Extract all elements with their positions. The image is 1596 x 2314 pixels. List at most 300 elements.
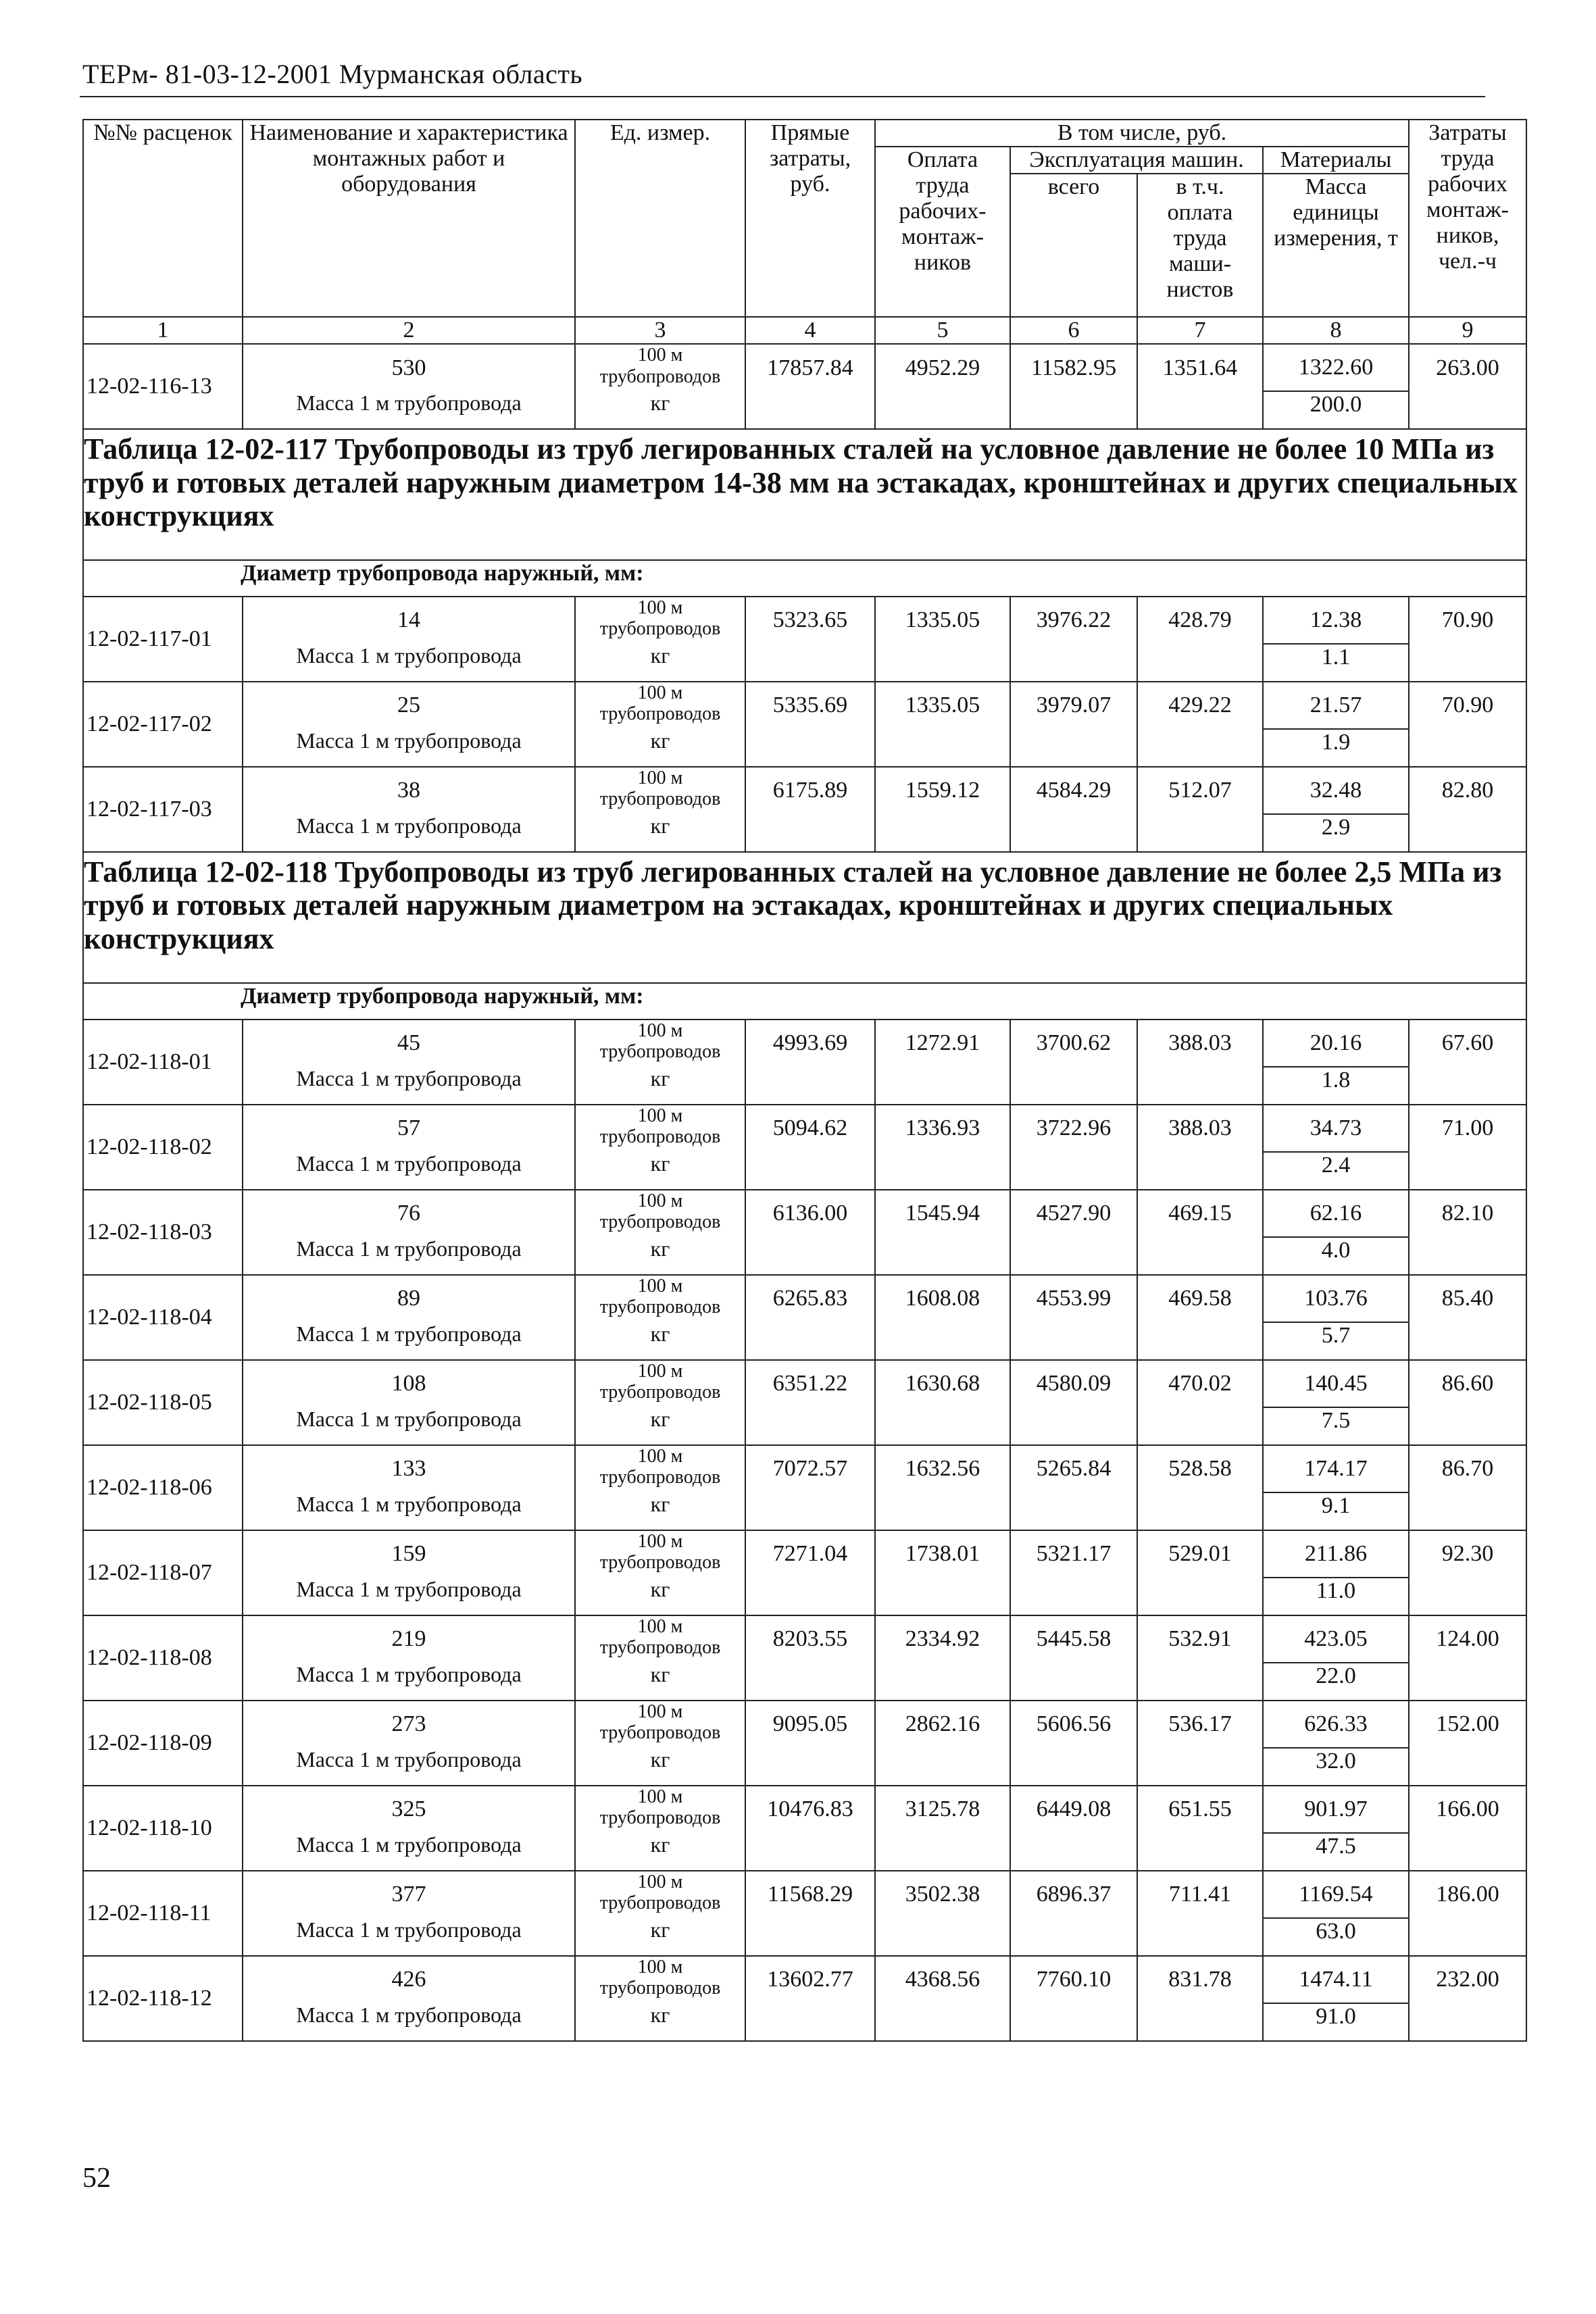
empty-cell	[745, 1578, 875, 1615]
machines-total: 4527.90	[1010, 1190, 1137, 1237]
direct-costs: 9095.05	[745, 1701, 875, 1748]
empty-cell	[745, 1918, 875, 1956]
unit-label: 100 м трубопроводов	[575, 1871, 745, 1918]
empty-cell	[1409, 644, 1526, 682]
direct-costs: 10476.83	[745, 1786, 875, 1833]
mass-unit: кг	[575, 1407, 745, 1445]
empty-cell	[1409, 1407, 1526, 1445]
direct-costs: 6351.22	[745, 1360, 875, 1407]
mass-unit: кг	[575, 1578, 745, 1615]
diameter-value: 325	[243, 1786, 575, 1833]
mass-unit: кг	[575, 1067, 745, 1105]
mass-label: Масса 1 м трубопровода	[243, 1407, 575, 1445]
rate-row	[83, 1020, 1526, 1067]
empty-cell	[1137, 814, 1263, 852]
labor-pay: 1630.68	[875, 1360, 1010, 1407]
labor-hours: 82.10	[1409, 1190, 1526, 1237]
empty-cell	[1409, 2003, 1526, 2041]
header-rule	[80, 96, 1485, 97]
rate-row	[83, 682, 1526, 729]
empty-cell	[1409, 1067, 1526, 1105]
materials: 1169.54	[1263, 1871, 1409, 1918]
mass-value: 1.8	[1263, 1067, 1409, 1105]
empty-cell	[875, 1322, 1010, 1360]
machines-total: 5445.58	[1010, 1615, 1137, 1663]
direct-costs: 5094.62	[745, 1105, 875, 1152]
col-num: 4	[745, 317, 875, 344]
empty-cell	[875, 1407, 1010, 1445]
rate-code: 12-02-118-04	[83, 1275, 243, 1360]
document-header: ТЕРм- 81-03-12-2001 Мурманская область	[82, 59, 583, 89]
rate-code: 12-02-116-13	[83, 344, 243, 429]
empty-cell	[1409, 1578, 1526, 1615]
materials: 21.57	[1263, 682, 1409, 729]
labor-hours: 263.00	[1409, 344, 1526, 391]
mass-value: 2.9	[1263, 814, 1409, 852]
empty-cell	[1409, 1918, 1526, 1956]
rate-row	[83, 1275, 1526, 1322]
machines-total: 5265.84	[1010, 1445, 1137, 1492]
empty-cell	[1010, 1578, 1137, 1615]
mass-value: 5.7	[1263, 1322, 1409, 1360]
labor-hours: 86.70	[1409, 1445, 1526, 1492]
empty-cell	[745, 1833, 875, 1871]
column-numbers-row	[83, 317, 1526, 344]
empty-cell	[1010, 1067, 1137, 1105]
mass-label: Масса 1 м трубопровода	[243, 1748, 575, 1786]
rate-code: 12-02-117-02	[83, 682, 243, 767]
machines-labor: 512.07	[1137, 767, 1263, 814]
mass-value: 32.0	[1263, 1748, 1409, 1786]
labor-pay: 1272.91	[875, 1020, 1010, 1067]
machines-labor: 651.55	[1137, 1786, 1263, 1833]
materials: 1474.11	[1263, 1956, 1409, 2003]
empty-cell	[1137, 644, 1263, 682]
unit-label: 100 м трубопроводов	[575, 1956, 745, 2003]
rate-row	[83, 1360, 1526, 1407]
machines-total: 3722.96	[1010, 1105, 1137, 1152]
empty-cell	[1137, 729, 1263, 767]
mass-value: 4.0	[1263, 1237, 1409, 1275]
diameter-label-row	[83, 983, 1526, 1020]
direct-costs: 6265.83	[745, 1275, 875, 1322]
machines-labor: 469.58	[1137, 1275, 1263, 1322]
machines-total: 7760.10	[1010, 1956, 1137, 2003]
col-unit-header: Ед. измер.	[575, 120, 745, 317]
direct-costs: 5335.69	[745, 682, 875, 729]
mass-label: Масса 1 м трубопровода	[243, 1833, 575, 1871]
machines-labor: 831.78	[1137, 1956, 1263, 2003]
empty-cell	[745, 729, 875, 767]
materials: 901.97	[1263, 1786, 1409, 1833]
col-machines-total-header: всего	[1010, 174, 1137, 317]
unit-label: 100 м трубопроводов	[575, 682, 745, 729]
unit-label: 100 м трубопроводов	[575, 1360, 745, 1407]
empty-cell	[875, 391, 1010, 429]
machines-labor: 469.15	[1137, 1190, 1263, 1237]
direct-costs: 17857.84	[745, 344, 875, 391]
unit-label: 100 м трубопроводов	[575, 1105, 745, 1152]
rate-row	[83, 1445, 1526, 1492]
empty-cell	[1010, 1918, 1137, 1956]
mass-row	[83, 729, 1526, 767]
empty-cell	[875, 729, 1010, 767]
mass-value: 11.0	[1263, 1578, 1409, 1615]
col-name-header: Наименование и характеристика монтажных работ и оборудования	[243, 120, 575, 317]
unit-label: 100 м трубопроводов	[575, 1786, 745, 1833]
col-direct-header: Прямые затраты, руб.	[745, 120, 875, 317]
table-118-title: Таблица 12-02-118 Трубопроводы из труб легированных сталей на условное давление не более 2,5 МПа из труб и готовых деталей наружным диаметром на эстакадах, кронштейнах и других специальных конструкциях	[83, 852, 1526, 983]
machines-labor: 388.03	[1137, 1020, 1263, 1067]
rate-code: 12-02-118-09	[83, 1701, 243, 1786]
labor-hours: 85.40	[1409, 1275, 1526, 1322]
unit-label: 100 м трубопроводов	[575, 767, 745, 814]
mass-value: 47.5	[1263, 1833, 1409, 1871]
unit-label: 100 м трубопроводов	[575, 1020, 745, 1067]
unit-label: 100 м трубопроводов	[575, 1530, 745, 1578]
mass-row	[83, 2003, 1526, 2041]
empty-cell	[1010, 1833, 1137, 1871]
unit-label: 100 м трубопроводов	[575, 1445, 745, 1492]
machines-labor: 428.79	[1137, 597, 1263, 644]
col-num: 6	[1010, 317, 1137, 344]
labor-hours: 86.60	[1409, 1360, 1526, 1407]
machines-total: 5321.17	[1010, 1530, 1137, 1578]
mass-row	[83, 1237, 1526, 1275]
materials: 626.33	[1263, 1701, 1409, 1748]
empty-cell	[745, 1322, 875, 1360]
mass-row	[83, 1322, 1526, 1360]
empty-cell	[745, 1748, 875, 1786]
mass-value: 2.4	[1263, 1152, 1409, 1190]
empty-cell	[1137, 1918, 1263, 1956]
col-mass-unit-header: Масса единицы измерения, т	[1263, 174, 1409, 317]
labor-hours: 92.30	[1409, 1530, 1526, 1578]
header-row-1	[83, 120, 1526, 147]
mass-unit: кг	[575, 1322, 745, 1360]
labor-hours: 71.00	[1409, 1105, 1526, 1152]
mass-unit: кг	[575, 2003, 745, 2041]
mass-row	[83, 1918, 1526, 1956]
rate-code: 12-02-118-12	[83, 1956, 243, 2041]
direct-costs: 4993.69	[745, 1020, 875, 1067]
rate-code: 12-02-117-01	[83, 597, 243, 682]
labor-pay: 2862.16	[875, 1701, 1010, 1748]
rate-row	[83, 1615, 1526, 1663]
empty-cell	[1010, 1322, 1137, 1360]
diameter-value: 159	[243, 1530, 575, 1578]
rate-row	[83, 767, 1526, 814]
rate-code: 12-02-118-11	[83, 1871, 243, 1956]
mass-value: 9.1	[1263, 1492, 1409, 1530]
rate-row	[83, 1530, 1526, 1578]
rate-code: 12-02-118-08	[83, 1615, 243, 1701]
mass-label: Масса 1 м трубопровода	[243, 1237, 575, 1275]
direct-costs: 7072.57	[745, 1445, 875, 1492]
machines-total: 3700.62	[1010, 1020, 1137, 1067]
mass-row	[83, 1407, 1526, 1445]
unit-label: 100 м трубопроводов	[575, 1701, 745, 1748]
mass-row	[83, 1067, 1526, 1105]
col-num: 7	[1137, 317, 1263, 344]
rate-row	[83, 1871, 1526, 1918]
empty-cell	[1137, 1322, 1263, 1360]
col-num: 1	[83, 317, 243, 344]
mass-unit: кг	[575, 1748, 745, 1786]
mass-value: 200.0	[1263, 391, 1409, 429]
mass-value: 91.0	[1263, 2003, 1409, 2041]
mass-row	[83, 391, 1526, 429]
mass-row	[83, 1748, 1526, 1786]
labor-hours: 166.00	[1409, 1786, 1526, 1833]
machines-total: 3979.07	[1010, 682, 1137, 729]
mass-unit: кг	[575, 1918, 745, 1956]
machines-total: 3976.22	[1010, 597, 1137, 644]
machines-labor: 1351.64	[1137, 344, 1263, 391]
materials: 62.16	[1263, 1190, 1409, 1237]
empty-cell	[1409, 1748, 1526, 1786]
diameter-value: 89	[243, 1275, 575, 1322]
empty-cell	[1010, 1407, 1137, 1445]
empty-cell	[1409, 1322, 1526, 1360]
col-num: 3	[575, 317, 745, 344]
col-num: 2	[243, 317, 575, 344]
empty-cell	[1010, 644, 1137, 682]
empty-cell	[875, 1578, 1010, 1615]
rate-row	[83, 597, 1526, 644]
labor-hours: 152.00	[1409, 1701, 1526, 1748]
mass-label: Масса 1 м трубопровода	[243, 1492, 575, 1530]
direct-costs: 6175.89	[745, 767, 875, 814]
diameter-value: 426	[243, 1956, 575, 2003]
materials: 103.76	[1263, 1275, 1409, 1322]
rate-code: 12-02-118-10	[83, 1786, 243, 1871]
empty-cell	[875, 814, 1010, 852]
col-incl-header: В том числе, руб.	[875, 120, 1409, 147]
empty-cell	[875, 644, 1010, 682]
labor-pay: 1559.12	[875, 767, 1010, 814]
mass-unit: кг	[575, 1663, 745, 1701]
diameter-value: 76	[243, 1190, 575, 1237]
empty-cell	[875, 1833, 1010, 1871]
mass-label: Масса 1 м трубопровода	[243, 1067, 575, 1105]
rate-row	[83, 1190, 1526, 1237]
mass-value: 63.0	[1263, 1918, 1409, 1956]
rate-row	[83, 1105, 1526, 1152]
unit-label: 100 м трубопроводов	[575, 1615, 745, 1663]
empty-cell	[1137, 1748, 1263, 1786]
labor-pay: 4952.29	[875, 344, 1010, 391]
machines-total: 6896.37	[1010, 1871, 1137, 1918]
direct-costs: 11568.29	[745, 1871, 875, 1918]
direct-costs: 8203.55	[745, 1615, 875, 1663]
diameter-value: 377	[243, 1871, 575, 1918]
rate-row	[83, 1701, 1526, 1748]
rate-code: 12-02-118-03	[83, 1190, 243, 1275]
col-num: 5	[875, 317, 1010, 344]
machines-total: 5606.56	[1010, 1701, 1137, 1748]
materials: 32.48	[1263, 767, 1409, 814]
unit-label: 100 м трубопроводов	[575, 1275, 745, 1322]
diameter-value: 133	[243, 1445, 575, 1492]
unit-label: 100 м трубопроводов	[575, 344, 745, 391]
labor-pay: 1335.05	[875, 597, 1010, 644]
rate-row	[83, 1786, 1526, 1833]
empty-cell	[875, 1918, 1010, 1956]
labor-hours: 70.90	[1409, 682, 1526, 729]
empty-cell	[1409, 391, 1526, 429]
empty-cell	[1010, 391, 1137, 429]
empty-cell	[875, 1663, 1010, 1701]
materials: 1322.60	[1263, 344, 1409, 391]
empty-cell	[1409, 1152, 1526, 1190]
empty-cell	[745, 2003, 875, 2041]
direct-costs: 5323.65	[745, 597, 875, 644]
mass-value: 7.5	[1263, 1407, 1409, 1445]
unit-label: 100 м трубопроводов	[575, 1190, 745, 1237]
mass-unit: кг	[575, 1152, 745, 1190]
mass-value: 1.9	[1263, 729, 1409, 767]
labor-pay: 1632.56	[875, 1445, 1010, 1492]
mass-unit: кг	[575, 729, 745, 767]
mass-unit: кг	[575, 644, 745, 682]
col-labor-cost-header: Затраты труда рабочих монтаж-ников, чел.-ч	[1409, 120, 1526, 317]
diameter-value: 219	[243, 1615, 575, 1663]
empty-cell	[1010, 1748, 1137, 1786]
mass-unit: кг	[575, 1833, 745, 1871]
labor-hours: 82.80	[1409, 767, 1526, 814]
direct-costs: 13602.77	[745, 1956, 875, 2003]
labor-pay: 1608.08	[875, 1275, 1010, 1322]
empty-cell	[1137, 1152, 1263, 1190]
mass-row	[83, 1578, 1526, 1615]
mass-row	[83, 1152, 1526, 1190]
diameter-label: Диаметр трубопровода наружный, мм:	[83, 983, 1526, 1020]
labor-hours: 186.00	[1409, 1871, 1526, 1918]
diameter-value: 38	[243, 767, 575, 814]
empty-cell	[1137, 1492, 1263, 1530]
diameter-value: 14	[243, 597, 575, 644]
table-117-title-row	[83, 429, 1526, 560]
mass-unit: кг	[575, 814, 745, 852]
direct-costs: 7271.04	[745, 1530, 875, 1578]
mass-unit: кг	[575, 391, 745, 429]
mass-unit: кг	[575, 1237, 745, 1275]
unit-label: 100 м трубопроводов	[575, 597, 745, 644]
labor-pay: 4368.56	[875, 1956, 1010, 2003]
materials: 20.16	[1263, 1020, 1409, 1067]
machines-total: 4553.99	[1010, 1275, 1137, 1322]
rate-code: 12-02-118-05	[83, 1360, 243, 1445]
diameter-label: Диаметр трубопровода наружный, мм:	[83, 560, 1526, 597]
rate-code: 12-02-118-01	[83, 1020, 243, 1105]
empty-cell	[875, 1492, 1010, 1530]
mass-label: Масса 1 м трубопровода	[243, 1918, 575, 1956]
diameter-value: 530	[243, 344, 575, 391]
page-number: 52	[82, 2163, 111, 2194]
mass-label: Масса 1 м трубопровода	[243, 814, 575, 852]
labor-pay: 1545.94	[875, 1190, 1010, 1237]
empty-cell	[1137, 2003, 1263, 2041]
labor-pay: 1336.93	[875, 1105, 1010, 1152]
mass-label: Масса 1 м трубопровода	[243, 2003, 575, 2041]
empty-cell	[745, 1237, 875, 1275]
empty-cell	[745, 1407, 875, 1445]
empty-cell	[1137, 1663, 1263, 1701]
empty-cell	[875, 1748, 1010, 1786]
empty-cell	[1010, 814, 1137, 852]
mass-row	[83, 644, 1526, 682]
empty-cell	[1010, 2003, 1137, 2041]
rate-row	[83, 1956, 1526, 2003]
empty-cell	[1010, 1152, 1137, 1190]
labor-hours: 70.90	[1409, 597, 1526, 644]
labor-pay: 2334.92	[875, 1615, 1010, 1663]
labor-hours: 124.00	[1409, 1615, 1526, 1663]
mass-label: Масса 1 м трубопровода	[243, 1663, 575, 1701]
materials: 140.45	[1263, 1360, 1409, 1407]
diameter-value: 57	[243, 1105, 575, 1152]
machines-labor: 711.41	[1137, 1871, 1263, 1918]
empty-cell	[745, 391, 875, 429]
mass-label: Масса 1 м трубопровода	[243, 729, 575, 767]
machines-labor: 529.01	[1137, 1530, 1263, 1578]
mass-value: 22.0	[1263, 1663, 1409, 1701]
materials: 423.05	[1263, 1615, 1409, 1663]
mass-unit: кг	[575, 1492, 745, 1530]
empty-cell	[875, 1152, 1010, 1190]
empty-cell	[745, 1492, 875, 1530]
mass-label: Масса 1 м трубопровода	[243, 391, 575, 429]
empty-cell	[1409, 1833, 1526, 1871]
rate-code: 12-02-118-07	[83, 1530, 243, 1615]
table-118-title-row	[83, 852, 1526, 983]
empty-cell	[1137, 1067, 1263, 1105]
labor-pay: 1738.01	[875, 1530, 1010, 1578]
mass-value: 1.1	[1263, 644, 1409, 682]
col-labor-pay-header: Оплата труда рабочих-монтаж-ников	[875, 147, 1010, 317]
materials: 12.38	[1263, 597, 1409, 644]
machines-labor: 528.58	[1137, 1445, 1263, 1492]
empty-cell	[1409, 1492, 1526, 1530]
empty-cell	[745, 1067, 875, 1105]
mass-label: Масса 1 м трубопровода	[243, 644, 575, 682]
mass-row	[83, 1492, 1526, 1530]
diameter-value: 108	[243, 1360, 575, 1407]
empty-cell	[1010, 1237, 1137, 1275]
empty-cell	[875, 1237, 1010, 1275]
mass-row	[83, 1833, 1526, 1871]
empty-cell	[1137, 1237, 1263, 1275]
machines-labor: 536.17	[1137, 1701, 1263, 1748]
mass-row	[83, 814, 1526, 852]
machines-labor: 470.02	[1137, 1360, 1263, 1407]
machines-labor: 388.03	[1137, 1105, 1263, 1152]
labor-pay: 3125.78	[875, 1786, 1010, 1833]
diameter-value: 273	[243, 1701, 575, 1748]
empty-cell	[875, 1067, 1010, 1105]
empty-cell	[1010, 729, 1137, 767]
labor-hours: 232.00	[1409, 1956, 1526, 2003]
empty-cell	[1409, 729, 1526, 767]
col-machines-labor-header: в т.ч. оплата труда маши-нистов	[1137, 174, 1263, 317]
diameter-value: 25	[243, 682, 575, 729]
labor-hours: 67.60	[1409, 1020, 1526, 1067]
machines-total: 6449.08	[1010, 1786, 1137, 1833]
col-code-header: №№ расценок	[83, 120, 243, 317]
machines-total: 4584.29	[1010, 767, 1137, 814]
empty-cell	[1137, 1833, 1263, 1871]
